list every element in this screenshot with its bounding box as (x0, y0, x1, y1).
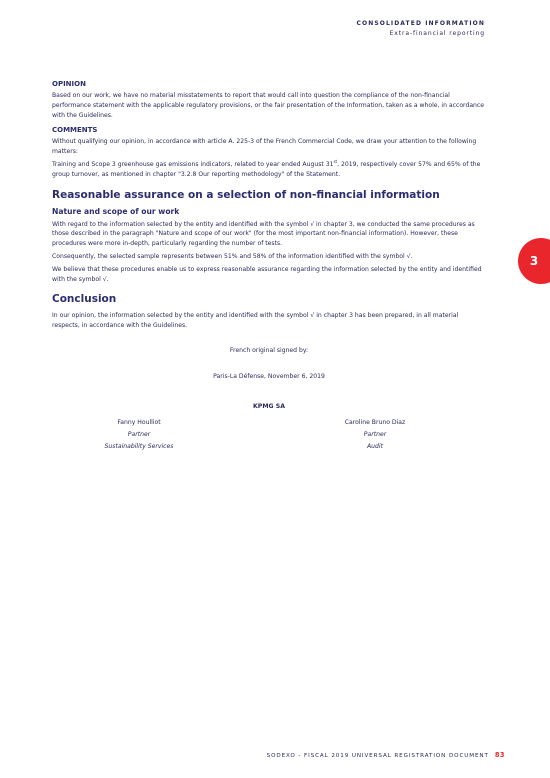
opinion-text: Based on our work, we have no material misstatements to report that would call into question the compliance of the non-financial performance statement with the applicable regulatory provisions, or the fair presentation of the Information, taken as a whole, in accordance with the Guidelines. (52, 92, 485, 119)
running-header (357, 20, 486, 37)
signatory-department: Audit (367, 442, 383, 450)
signatory-name: Caroline Bruno Diaz (344, 418, 406, 426)
reasonable-assurance-title: Reasonable assurance on a selection of non-financial information (52, 188, 440, 201)
conclusion-title: Conclusion (52, 293, 117, 306)
signatory-role: Partner (363, 430, 387, 438)
comments-detail (52, 160, 486, 180)
reasonable-paragraph-3: We believe that these procedures enable us to express reasonable assurance regarding the information selected by the entity and identified with the symbol √. (52, 265, 482, 283)
page-footer (267, 751, 505, 759)
comments-heading: COMMENTS (52, 126, 98, 135)
footer-document-title: SODEXO - FISCAL 2019 UNIVERSAL REGISTRATION DOCUMENT (266, 753, 489, 759)
place-date: Paris-La Défense, November 6, 2019 (213, 372, 325, 380)
main-content (52, 74, 486, 457)
conclusion-text: In our opinion, the information selected by the entity and identified with the symbol √ in chapter 3 has been prepared, in all material respects, in accordance with the Guidelines. (52, 312, 459, 330)
ordinal-suffix: st (333, 158, 338, 164)
nature-scope-subtitle: Nature and scope of our work (52, 206, 180, 216)
chapter-tab-badge[interactable]: 3 (518, 238, 550, 284)
opinion-heading: OPINION (52, 80, 86, 88)
comments-detail-part2: , 2019, respectively cover 57% and 65% of the group turnover, as mentioned in chapter "3.2.8 Our reporting methodology" of the Statement. (52, 160, 481, 178)
signatory-name: Fanny Houlliot (117, 418, 161, 426)
signatory-role: Partner (127, 430, 151, 438)
header-section: CONSOLIDATED INFORMATION (356, 20, 485, 27)
page-number: 83 (494, 751, 505, 759)
header-subsection: Extra-financial reporting (389, 30, 485, 37)
comments-detail-part1: Training and Scope 3 greenhouse gas emissions indicators, related to year ended August 31 (52, 160, 334, 168)
signatory-left (64, 417, 214, 453)
signatories (52, 417, 486, 457)
audit-firm-name: KPMG SA (253, 402, 285, 410)
signatory-right (300, 417, 450, 453)
comments-intro: Without qualifying our opinion, in accordance with article A. 225-3 of the French Commercial Code, we draw your attention to the following matters: (52, 138, 477, 156)
signed-by-note: French original signed by: (229, 346, 309, 354)
signatory-department: Sustainability Services (104, 442, 174, 450)
reasonable-paragraph-2: Consequently, the selected sample represents between 51% and 58% of the information identified with the symbol √. (52, 252, 413, 260)
reasonable-paragraph-1: With regard to the information selected by the entity and identified with the symbol √ in chapter 3, we conducted the same procedures as those described in the paragraph "Nature and scope of our work" (for the most important non-financial information). However, these procedures were more in-depth, particularly regarding the number of tests. (52, 220, 475, 248)
